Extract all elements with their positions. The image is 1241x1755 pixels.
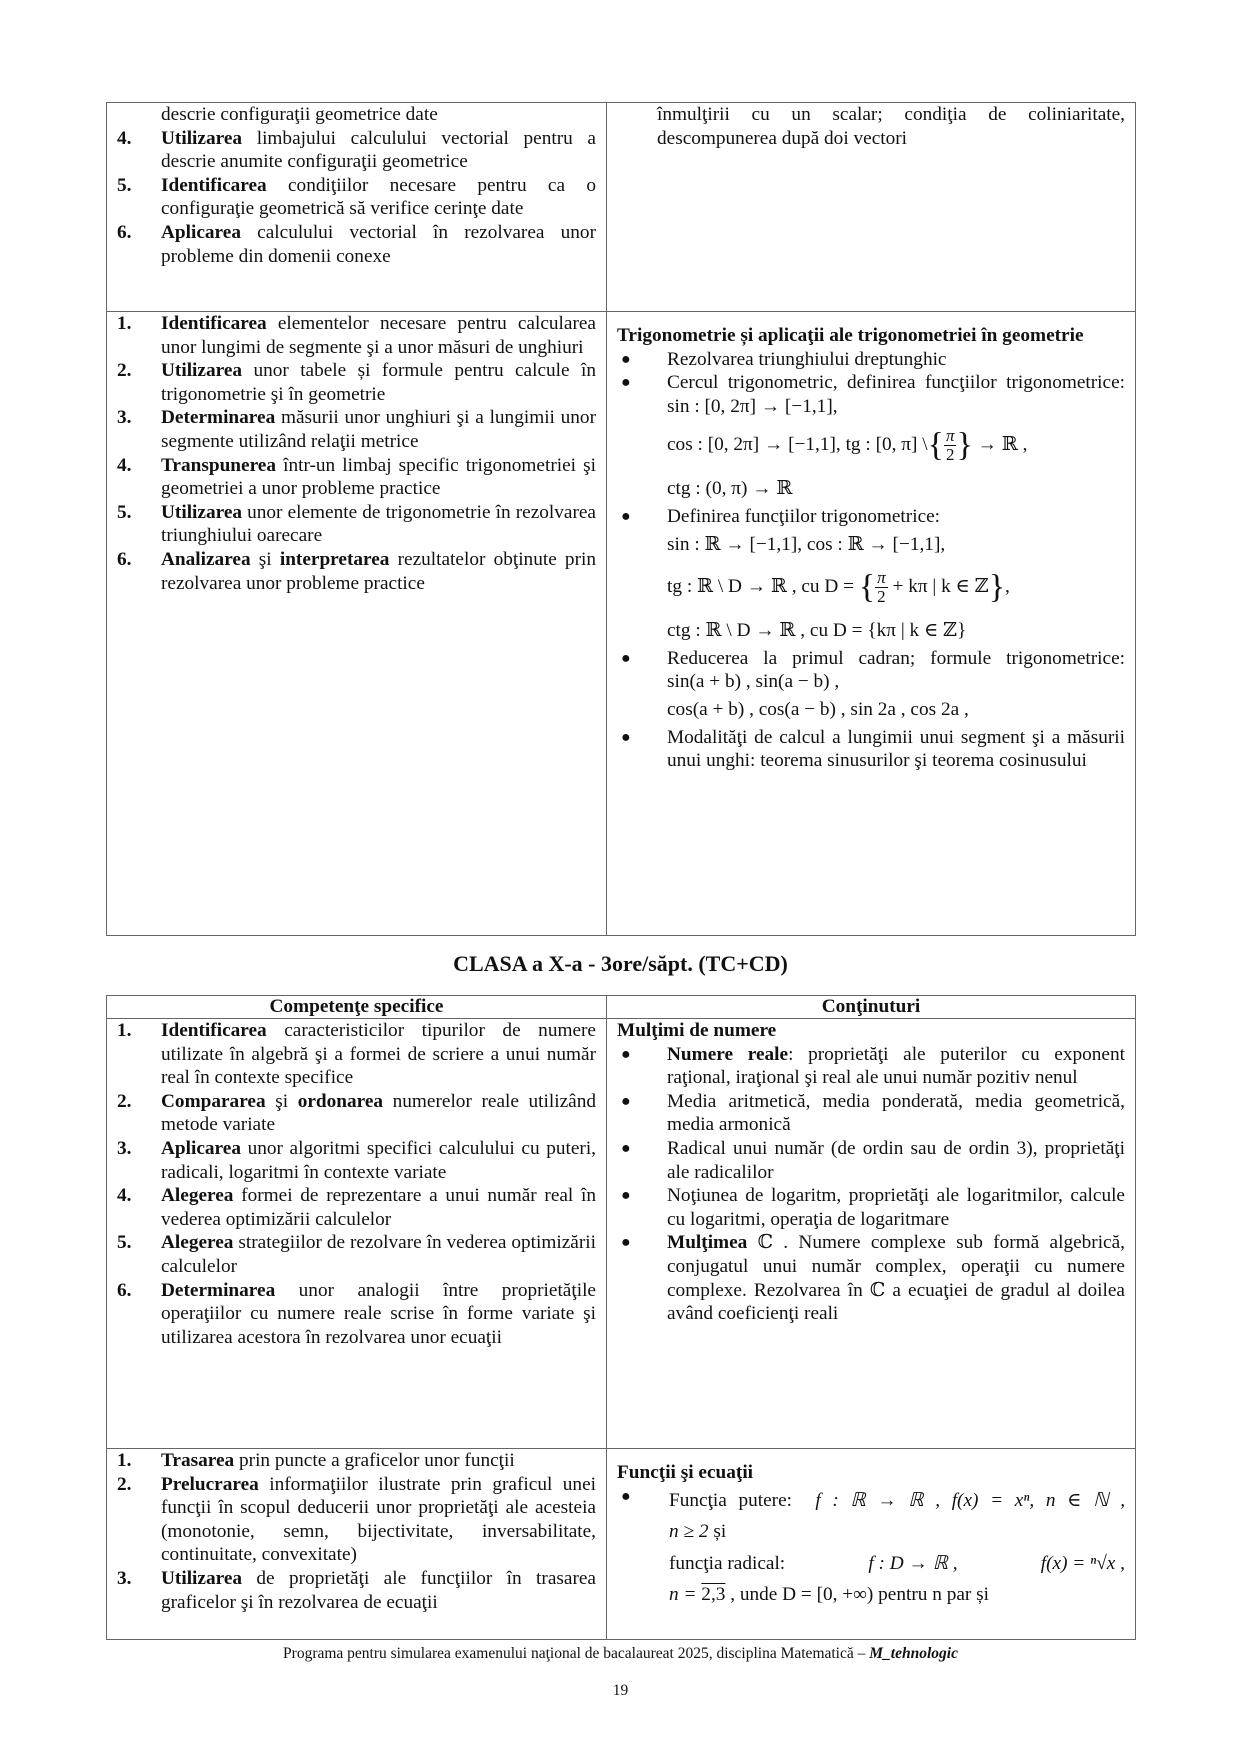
bullet-icon: ●: [621, 728, 631, 746]
list-item: 1. Trasarea prin puncte a graficelor unor funcţii: [117, 1450, 515, 1471]
formula-line: Funcţia putere: f : ℝ → ℝ , f(x) = xⁿ, n ∈ ℕ ,: [669, 1489, 1126, 1511]
formula-line: sin : ℝ → [−1,1], cos : ℝ → [−1,1],: [667, 533, 946, 555]
competences-cell: [107, 1449, 607, 1640]
competences-cell: [107, 312, 607, 936]
table-header-row: [107, 996, 1136, 1019]
contents-list: [617, 1485, 1125, 1611]
page-footer: Programa pentru simularea examenului naţional de bacalaureat 2025, disciplina Matematică – M_tehnologic: [283, 1645, 958, 1662]
section-title: Funcţii şi ecuaţii: [617, 1462, 754, 1483]
list-item: 3. Aplicarea unor algoritmi specifici calculului cu puteri, radicali, logaritmi în contexte variate: [117, 1137, 596, 1183]
list-item: 4. Transpunerea într-un limbaj specific trigonometriei şi geometriei a unor probleme practice: [117, 454, 596, 500]
list-item: ● Definirea funcţiilor trigonometrice: sin : ℝ → [−1,1], cos : ℝ → [−1,1], tg : ℝ \ D → ℝ , cu D = { $\frac{\pi}{2}$ + kπ | k ∈ ℤ}, ctg : ℝ \ D → ℝ , cu D = {kπ | k ∈ ℤ}: [617, 505, 1125, 647]
class-title: CLASA a X-a - 3ore/săpt. (TC+CD): [453, 951, 788, 976]
competences-list: [117, 1019, 596, 1349]
contents-cell: [607, 312, 1136, 936]
table-row: [107, 1449, 1136, 1640]
list-item: 6. Determinarea unor analogii între proprietăţile operaţiilor cu numere reale scrise în forme variate şi utilizarea acestora în rezolvarea unor ecuaţii: [117, 1279, 596, 1348]
list-item: 5. Alegerea strategiilor de rezolvare în vederea optimizării calculelor: [117, 1232, 596, 1277]
list-item: ● Mulţimea ℂ . Numere complexe sub formă algebrică, conjugatul unui număr complex, operaţii cu numere complexe. Rezolvarea în ℂ a ecuaţiei de gradul al doilea având coeficienţi reali: [621, 1232, 1125, 1325]
syllabus-table-continued: [106, 102, 1136, 936]
section-title: Mulţimi de numere: [617, 1020, 777, 1041]
formula-line: ctg : (0, π) → ℝ: [667, 478, 793, 500]
list-item: 3. Utilizarea de proprietăţi ale funcţiilor în trasarea graficelor şi în rezolvarea de ecuaţii: [117, 1567, 596, 1613]
bullet-icon: ●: [621, 1139, 631, 1157]
formula-line: tg : ℝ \ D → ℝ , cu D = { $\frac{\pi}{2}$ + kπ | k ∈ ℤ},: [667, 568, 1010, 607]
competences-list: [117, 1449, 596, 1614]
list-item: 2. Compararea şi ordonarea numerelor reale utilizând metode variate: [117, 1090, 596, 1136]
page-number: 19: [612, 1682, 629, 1699]
formula-line: n ≥ 2 și: [669, 1521, 727, 1543]
table-row: [107, 103, 1136, 312]
contents-list: [617, 348, 1125, 773]
list-item: ● Rezolvarea triunghiului dreptunghic: [621, 348, 947, 370]
list-item: ● Cercul trigonometric, definirea funcţiilor trigonometrice: sin : [0, 2π] → [−1,1], cos : [0, 2π] → [−1,1], tg : [0, π] \{ $\frac{\pi}{2}$ } → ℝ , ctg : (0, π) → ℝ: [617, 371, 1125, 505]
list-item: ● Media aritmetică, media ponderată, media geometrică, media armonică: [621, 1090, 1125, 1136]
fraction: $\frac{\pi}{2}$: [877, 568, 886, 607]
bullet-icon: ●: [621, 350, 631, 368]
list-item: 1. Identificarea caracteristicilor tipurilor de numere utilizate în algebră şi a formei de scriere a unui număr real în contexte specifice: [117, 1020, 596, 1089]
header-contents: Conţinuturi: [607, 996, 1136, 1019]
contents-continuation: înmulţirii cu un scalar; condiţia de coliniaritate, descompunerea după doi vectori: [657, 104, 1125, 149]
competences-list: [117, 103, 596, 268]
formula-line: n = 2,3 , unde D = [0, +∞) pentru n par și: [669, 1584, 990, 1606]
section-title: Trigonometrie și aplicaţii ale trigonometriei în geometrie: [617, 325, 1084, 346]
competences-cell: [107, 103, 607, 312]
syllabus-table-class-10: [106, 995, 1136, 1640]
table-row: [107, 312, 1136, 936]
contents-list: [617, 1043, 1125, 1326]
list-item: 2. Prelucrarea informaţiilor ilustrate prin graficul unei funcţii în scopul deducerii unor proprietăţi ale acesteia (monotonie, semn, bijectivitate, inversabilitate, continuitate, convexitate): [117, 1473, 596, 1566]
list-item: 5. Utilizarea unor elemente de trigonometrie în rezolvarea triunghiului oarecare: [117, 501, 596, 547]
fraction: $\frac{\pi}{2}$: [945, 426, 955, 465]
formula-line: funcţia radical: f : D → ℝ , f(x) = ⁿ√x ,: [669, 1552, 1125, 1574]
header-competences: Competenţe specifice: [107, 996, 607, 1019]
list-item: 1. Identificarea elementelor necesare pentru calcularea unor lungimi de segmente şi a unor măsuri de unghiuri: [117, 313, 596, 358]
formula-line: cos(a + b) , cos(a − b) , sin 2a , cos 2a ,: [667, 698, 969, 720]
contents-cell: [607, 103, 1136, 312]
list-item: 3. Determinarea măsurii unor unghiuri şi a lungimii unor segmente utilizând relaţii metrice: [117, 407, 596, 452]
formula: sin(a + b) ,: [667, 671, 751, 693]
bullet-icon: ●: [621, 649, 631, 667]
list-item-continuation: descrie configuraţii geometrice date: [161, 104, 438, 125]
bullet-icon: ●: [621, 1092, 631, 1110]
list-item: ● Numere reale: proprietăţi ale puterilor cu exponent raţional, iraţional şi real ale unui număr pozitiv nenul: [621, 1043, 1125, 1089]
contents-cell: [607, 1019, 1136, 1449]
competences-list: [117, 312, 596, 595]
bullet-icon: ●: [621, 507, 631, 525]
list-item: 4. Utilizarea limbajului calculului vectorial pentru a descrie anumite configuraţii geometrice: [117, 127, 596, 173]
formula-line: ctg : ℝ \ D → ℝ , cu D = {kπ | k ∈ ℤ}: [667, 620, 967, 642]
bullet-icon: ●: [621, 1487, 631, 1505]
list-item: 5. Identificarea condiţiilor necesare pentru ca o configuraţie geometrică să verifice cerinţe date: [117, 174, 596, 220]
list-item: ● Radical unui număr (de ordin sau de ordin 3), proprietăţi ale radicalilor: [621, 1137, 1125, 1183]
list-item: 4. Alegerea formei de reprezentare a unui număr real în vederea optimizării calculelor: [117, 1185, 596, 1230]
bullet-icon: ●: [621, 1234, 631, 1252]
bullet-icon: ●: [621, 1187, 631, 1205]
list-item: ● Modalităţi de calcul a lungimii unui segment şi a măsurii unui unghi: teorema sinusurilor şi teorema cosinusului: [621, 726, 1125, 772]
list-item: ● Noţiunea de logaritm, proprietăţi ale logaritmilor, calcule cu logaritmi, operaţia de logaritmare: [621, 1185, 1125, 1230]
formula-line: cos : [0, 2π] → [−1,1], tg : [0, π] \{ $\frac{\pi}{2}$ } → ℝ ,: [667, 426, 1028, 465]
list-item: [617, 1485, 1125, 1611]
bullet-icon: ●: [621, 374, 631, 392]
bullet-icon: ●: [621, 1045, 631, 1063]
formula: sin : [0, 2π] → [−1,1],: [667, 395, 838, 417]
list-item: 2. Utilizarea unor tabele și formule pentru calcule în trigonometrie şi în geometrie: [117, 360, 596, 405]
list-item: 6. Analizarea şi interpretarea rezultatelor obţinute prin rezolvarea unor probleme practice: [117, 548, 596, 594]
formula: sin(a − b) ,: [755, 671, 840, 693]
list-item: 6. Aplicarea calculului vectorial în rezolvarea unor probleme din domenii conexe: [117, 221, 596, 267]
competences-cell: [107, 1019, 607, 1449]
table-row: [107, 1019, 1136, 1449]
list-item: ● Reducerea la primul cadran; formule trigonometrice: sin(a + b) , sin(a − b) , cos(a + b) , cos(a − b) , sin 2a , cos 2a ,: [617, 647, 1125, 726]
contents-cell: [607, 1449, 1136, 1640]
